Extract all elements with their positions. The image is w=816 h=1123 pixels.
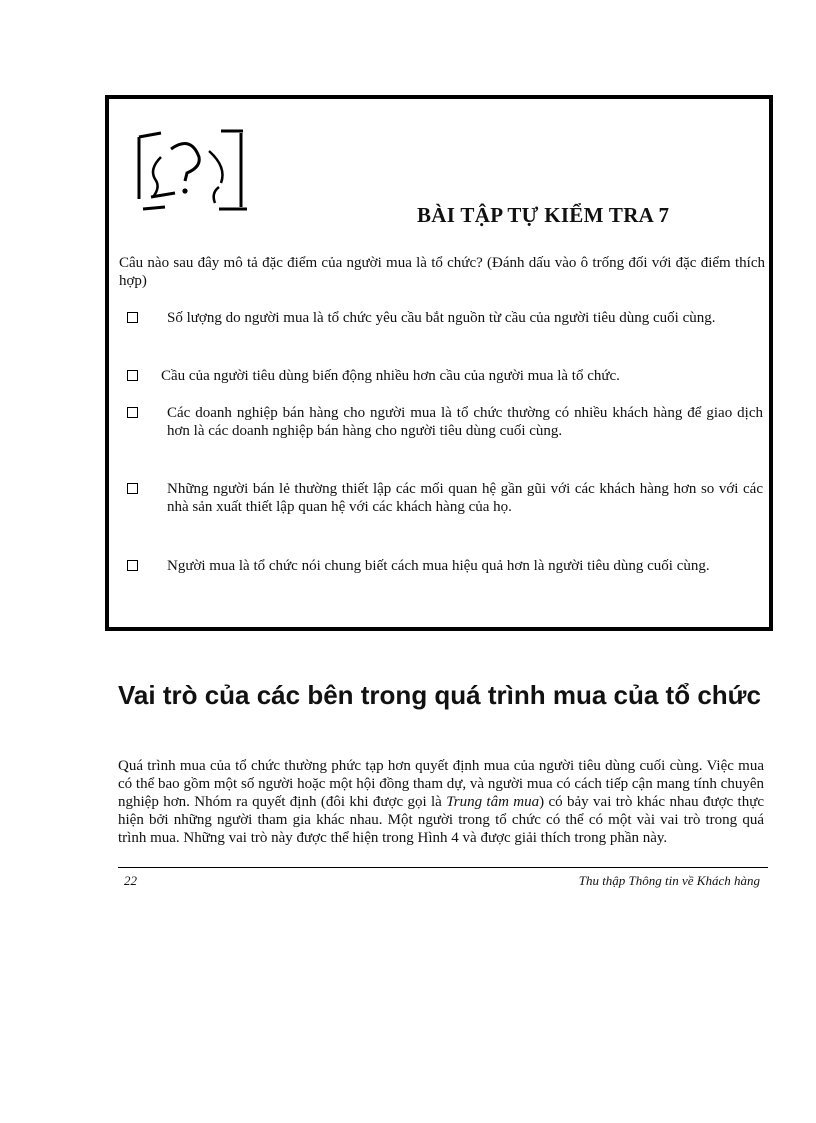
exercise-question: Câu nào sau đây mô tả đặc điểm của người mua là tổ chức? (Đánh dấu vào ô trống đối với đặc điểm thích hợp) [119,255,765,289]
section-heading: Vai trò của các bên trong quá trình mua của tổ chức [118,680,761,710]
checkbox-square-icon[interactable] [127,370,138,381]
option-text: Cầu của người tiêu dùng biến động nhiều hơn cầu của người mua là tổ chức. [161,368,620,384]
option-item [127,557,763,575]
checkbox-square-icon[interactable] [127,483,138,494]
body-text-after: ) có bảy vai trò khác nhau được thực hiện bởi những người tham gia khác nhau. Một người trong tổ chức có thể có một vài vai trò trong quá trình mua. Những vai trò này được thể hiện trong Hình 4 và được giải thích trong phần này. [118,794,765,846]
emphasized-term: Trung tâm mua [446,794,540,810]
body-text-before: Quá trình mua của tổ chức thường phức tạp hơn quyết định mua của người tiêu dùng cuối cùng. Việc mua có thể bao gồm một số người hoặc một hội đồng tham dự, và người mua có cách tiếp cận mang tính chuyên nghiệp hơn. Nhóm ra quyết định (đôi khi được gọi là [118,758,764,810]
body-paragraph [118,757,764,847]
option-text: Người mua là tổ chức nói chung biết cách mua hiệu quả hơn là người tiêu dùng cuối cùng. [167,558,710,574]
checkbox-square-icon[interactable] [127,560,138,571]
self-check-exercise-box [105,95,773,631]
running-footer-title: Thu thập Thông tin về Khách hàng [578,873,760,888]
option-text: Những người bán lẻ thường thiết lập các mối quan hệ gần gũi với các khách hàng hơn so với các nhà sản xuất thiết lập quan hệ với các khách hàng của họ. [167,481,763,515]
footer-divider [118,867,768,868]
question-face-icon [131,127,249,222]
option-item [127,480,763,516]
option-item [127,404,763,440]
exercise-title: BÀI TẬP TỰ KIỂM TRA 7 [417,203,670,227]
option-item [127,309,763,327]
option-item [127,367,763,385]
page-number: 22 [124,873,137,888]
checkbox-square-icon[interactable] [127,407,138,418]
checkbox-square-icon[interactable] [127,312,138,323]
option-text: Số lượng do người mua là tổ chức yêu cầu bắt nguồn từ cầu của người tiêu dùng cuối cùng. [167,310,716,326]
option-text: Các doanh nghiệp bán hàng cho người mua là tổ chức thường có nhiều khách hàng để giao dịch hơn là các doanh nghiệp bán hàng cho người tiêu dùng cuối cùng. [167,405,763,439]
